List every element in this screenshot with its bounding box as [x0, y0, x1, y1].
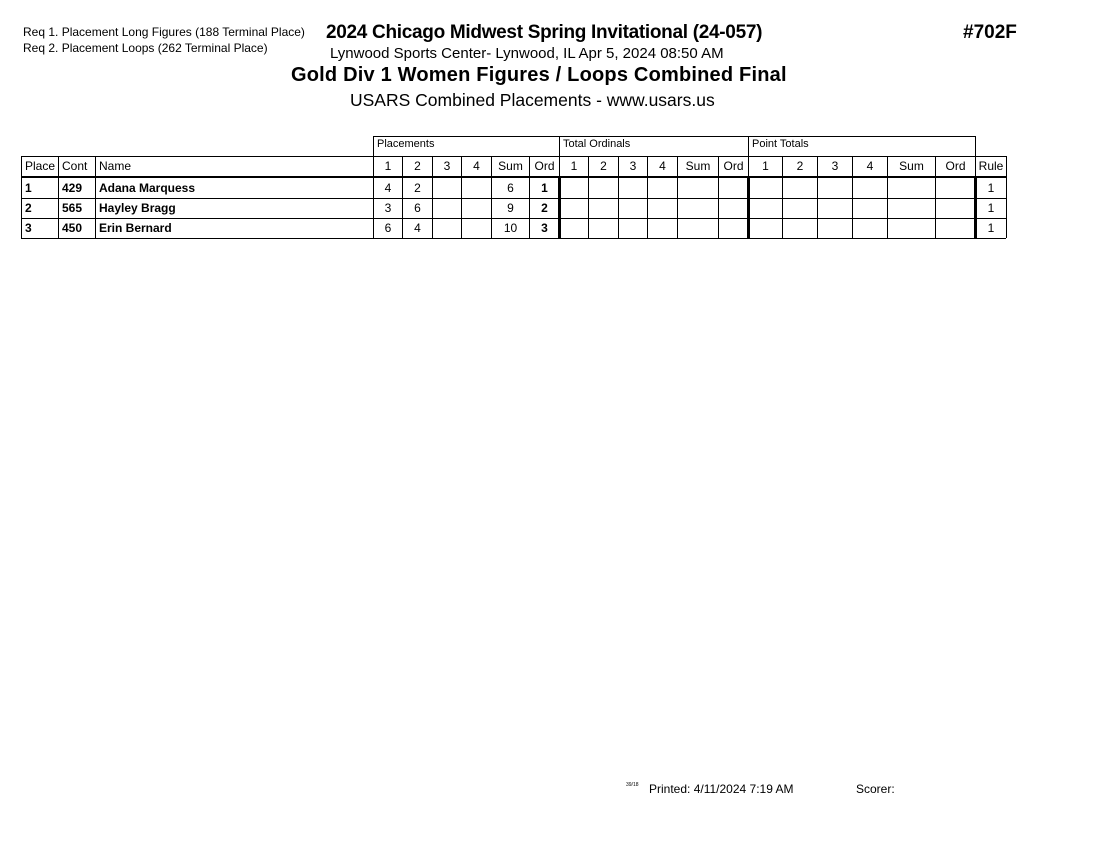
cell-p4 [461, 218, 491, 238]
cell-empty [647, 218, 677, 238]
cell-empty [782, 198, 817, 218]
cell-empty [559, 178, 588, 198]
cell-empty [852, 198, 887, 218]
table-row [21, 198, 1007, 218]
cell-sum: 10 [491, 218, 529, 238]
cell-p3 [432, 198, 461, 218]
requirement-1: Req 1. Placement Long Figures (188 Terminal Place) [23, 25, 305, 39]
competition-subtitle: USARS Combined Placements - www.usars.us [350, 90, 715, 110]
header-name: Name [95, 156, 373, 176]
cell-p2: 6 [402, 198, 432, 218]
cell-empty [782, 218, 817, 238]
table-rule [21, 218, 1006, 219]
results-table [21, 136, 1007, 238]
table-rule [21, 238, 1006, 239]
cell-p1: 4 [373, 178, 402, 198]
cell-empty [588, 198, 618, 218]
cell-empty [677, 198, 718, 218]
header-placements-ord: Ord [529, 156, 559, 176]
cell-p3 [432, 218, 461, 238]
header-ordinals-2: 2 [588, 156, 618, 176]
header-points-1: 1 [748, 156, 782, 176]
requirement-2: Req 2. Placement Loops (262 Terminal Place) [23, 41, 268, 55]
cell-rule: 1 [975, 198, 1006, 218]
cell-empty [817, 198, 852, 218]
cell-ord: 2 [529, 198, 559, 218]
cell-empty [887, 198, 935, 218]
cell-place: 2 [21, 198, 58, 218]
header-cont: Cont [58, 156, 95, 176]
cell-p2: 4 [402, 218, 432, 238]
cell-place: 3 [21, 218, 58, 238]
cell-empty [559, 218, 588, 238]
footer-mark: 39/18 [626, 782, 639, 788]
cell-empty [852, 218, 887, 238]
total-ordinals-group-header: Total Ordinals [559, 136, 749, 156]
cell-name: Erin Bernard [95, 218, 373, 238]
table-rule [21, 177, 1006, 178]
venue-line: Lynwood Sports Center- Lynwood, IL Apr 5, 2024 08:50 AM [330, 45, 724, 62]
table-rule [21, 156, 1006, 157]
header-points-4: 4 [852, 156, 887, 176]
cell-cont: 429 [58, 178, 95, 198]
header-place: Place [21, 156, 58, 176]
cell-empty [748, 178, 782, 198]
cell-empty [677, 218, 718, 238]
cell-empty [618, 218, 647, 238]
header-points-2: 2 [782, 156, 817, 176]
cell-p4 [461, 178, 491, 198]
printed-timestamp: Printed: 4/11/2024 7:19 AM [649, 782, 794, 796]
cell-empty [647, 178, 677, 198]
cell-empty [647, 198, 677, 218]
header-points-3: 3 [817, 156, 852, 176]
header-points-ord: Ord [935, 156, 975, 176]
cell-empty [748, 218, 782, 238]
cell-p1: 3 [373, 198, 402, 218]
placements-group-header: Placements [373, 136, 560, 156]
cell-empty [618, 178, 647, 198]
cell-empty [887, 178, 935, 198]
cell-place: 1 [21, 178, 58, 198]
cell-empty [817, 178, 852, 198]
header-ordinals-sum: Sum [677, 156, 718, 176]
cell-empty [748, 198, 782, 218]
header-placements-sum: Sum [491, 156, 529, 176]
cell-p1: 6 [373, 218, 402, 238]
group-separator [747, 177, 750, 238]
header-placements-1: 1 [373, 156, 402, 176]
cell-rule: 1 [975, 178, 1006, 198]
cell-p2: 2 [402, 178, 432, 198]
cell-empty [588, 218, 618, 238]
cell-cont: 565 [58, 198, 95, 218]
cell-empty [935, 198, 975, 218]
cell-p4 [461, 198, 491, 218]
competition-title: Gold Div 1 Women Figures / Loops Combined Final [291, 64, 787, 86]
header-rule: Rule [975, 156, 1006, 176]
header-placements-4: 4 [461, 156, 491, 176]
header-ordinals-1: 1 [559, 156, 588, 176]
table-right-border [1006, 156, 1007, 238]
event-title: 2024 Chicago Midwest Spring Invitational (24-057) [326, 22, 763, 43]
cell-empty [618, 198, 647, 218]
cell-name: Hayley Bragg [95, 198, 373, 218]
scorer-label: Scorer: [856, 782, 895, 796]
header-points-sum: Sum [887, 156, 935, 176]
cell-ord: 3 [529, 218, 559, 238]
cell-rule: 1 [975, 218, 1006, 238]
cell-empty [782, 178, 817, 198]
header-ordinals-ord: Ord [718, 156, 748, 176]
cell-cont: 450 [58, 218, 95, 238]
cell-name: Adana Marquess [95, 178, 373, 198]
cell-sum: 9 [491, 198, 529, 218]
table-row [21, 178, 1007, 198]
cell-empty [588, 178, 618, 198]
event-number: #702F [963, 22, 1017, 43]
cell-empty [718, 178, 748, 198]
cell-p3 [432, 178, 461, 198]
cell-empty [817, 218, 852, 238]
header-placements-2: 2 [402, 156, 432, 176]
cell-empty [559, 198, 588, 218]
cell-empty [935, 218, 975, 238]
cell-empty [887, 218, 935, 238]
group-separator [558, 177, 561, 238]
cell-empty [935, 178, 975, 198]
table-rule [21, 198, 1006, 199]
table-row [21, 218, 1007, 238]
group-separator [974, 177, 977, 238]
cell-empty [852, 178, 887, 198]
cell-ord: 1 [529, 178, 559, 198]
point-totals-group-header: Point Totals [748, 136, 976, 156]
header-placements-3: 3 [432, 156, 461, 176]
table-header-row [21, 156, 1007, 176]
cell-empty [718, 198, 748, 218]
cell-empty [718, 218, 748, 238]
header-ordinals-3: 3 [618, 156, 647, 176]
cell-empty [677, 178, 718, 198]
header-ordinals-4: 4 [647, 156, 677, 176]
cell-sum: 6 [491, 178, 529, 198]
